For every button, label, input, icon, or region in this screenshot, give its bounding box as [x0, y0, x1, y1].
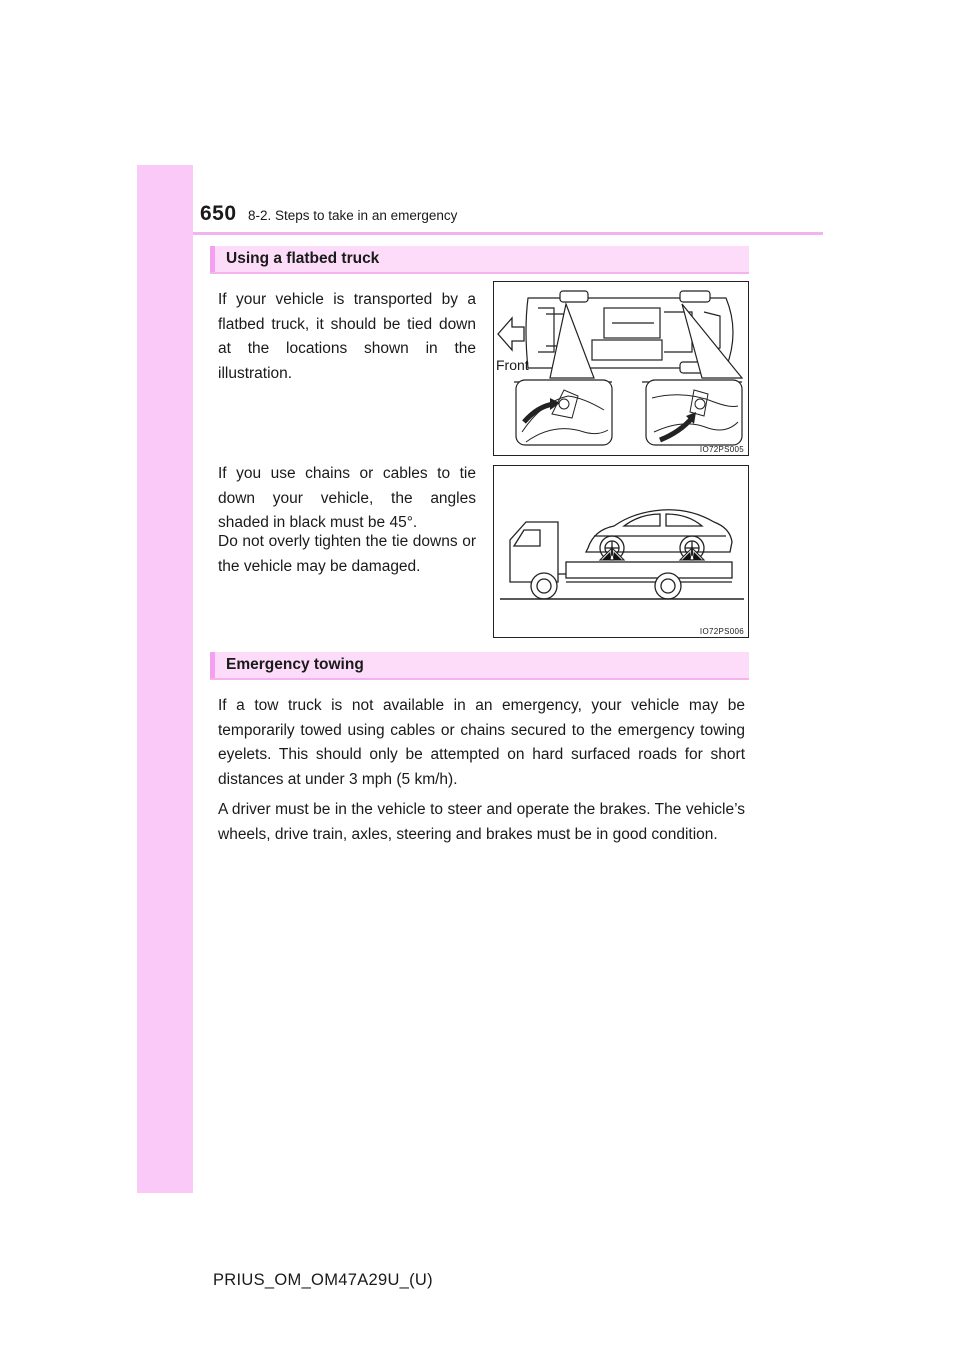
chapter-side-tab: [137, 165, 193, 1193]
paragraph-tighten-warning: Do not overly tighten the tie downs or the vehicle may be damaged.: [218, 533, 476, 575]
section-heading-emergency-towing: [210, 652, 749, 678]
chapter-title: 8-2. Steps to take in an emergency: [248, 208, 458, 223]
footer-document-id: PRIUS_OM_OM47A29U_(U): [213, 1271, 433, 1289]
section-heading-flatbed: [210, 246, 749, 272]
paragraph-flatbed-intro: If your vehicle is transported by a flatbed truck, it should be tied down at the locations shown in the illustration.: [218, 291, 476, 382]
vehicle-underside-illustration: [494, 282, 748, 455]
figure-code: IO72PS006: [699, 627, 744, 636]
paragraph-chain-angles: If you use chains or cables to tie down your vehicle, the angles shaded in black must be 45°.: [218, 465, 476, 531]
figure-flatbed-side-view: [493, 465, 749, 638]
section-title: Using a flatbed truck: [226, 250, 380, 267]
section-title: Emergency towing: [226, 656, 364, 673]
figure-code: IO72PS005: [699, 445, 744, 454]
page-number: 650: [200, 202, 237, 225]
flatbed-truck-illustration: [494, 466, 748, 637]
paragraph-driver-requirements: A driver must be in the vehicle to steer and operate the brakes. The vehicle’s wheels, drive train, axles, steering and brakes must be in good condition.: [218, 801, 745, 843]
front-direction-label: Front: [496, 357, 529, 373]
figure-tie-down-locations: [493, 281, 749, 456]
header-rule: [193, 232, 823, 235]
paragraph-emergency-towing: If a tow truck is not available in an emergency, your vehicle may be temporarily towed using cables or chains secured to the emergency towing eyelets. This should only be attempted on hard surfaced roads for short distances at under 3 mph (5 km/h).: [218, 697, 745, 788]
